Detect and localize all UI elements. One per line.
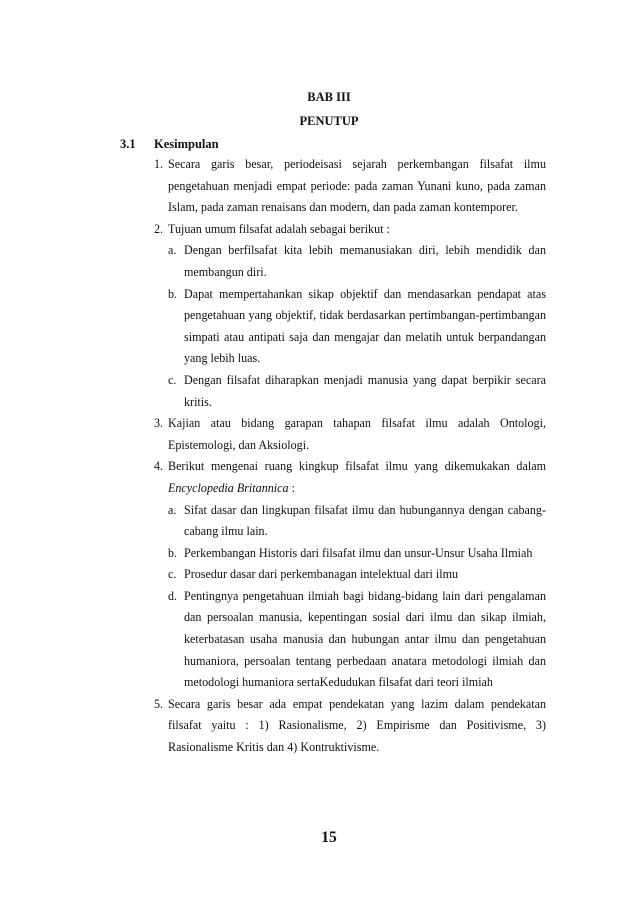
sub-item — [168, 586, 546, 694]
sub-item — [168, 564, 546, 586]
sub-item — [168, 240, 546, 283]
sub-letter: a. — [168, 502, 177, 517]
item-number: 5. — [154, 696, 164, 711]
item-number: 1. — [154, 157, 164, 171]
sub-letter: d. — [168, 588, 178, 603]
chapter-title: PENUTUP — [299, 114, 359, 128]
sub-item — [168, 500, 546, 543]
sub-text: Prosedur dasar dari perkembanagan intelektual dari ilmu — [184, 567, 459, 582]
section-number: 3.1 — [120, 137, 136, 151]
sub-text: Pentingnya pengetahuan ilmiah bagi bidang-bidang lain dari pengalaman dan persoalan manusia, kepentingan sosial dari ilmu dan sikap ilmiah, keterbatasan usaha manusia dan hubungan antar ilmu dan pengetahuan humaniora, persoalan tentang perbedaan anatara metodologi ilmiah dan metodologi humaniora sertaKedudukan filsafat dari teori ilmiah — [184, 588, 546, 690]
item-number: 3. — [154, 416, 164, 431]
item-text: Berikut mengenai ruang kingkup filsafat ilmu yang dikemukakan dalam — [168, 459, 546, 474]
item-text: Secara garis besar, periodeisasi sejarah perkembangan filsafat ilmu pengetahuan menjadi empat periode: pada zaman Yunani kuno, pada zaman Islam, pada zaman renaisans dan modern, dan pada zaman kontemporer. — [168, 157, 546, 215]
sub-item — [168, 284, 546, 370]
sub-letter: c. — [168, 567, 177, 582]
sub-letter: b. — [168, 286, 178, 301]
sub-text: Dapat mempertahankan sikap objektif dan mendasarkan pendapat atas pengetahuan yang objektif, tidak berdasarkan pertimbangan-pertimbangan simpati atau antipati saja dan mengajar dan melatih untuk berpandangan yang lebih luas. — [184, 286, 546, 366]
sub-text: Dengan berfilsafat kita lebih memanusiakan diri, lebih mendidik dan membangun diri. — [184, 243, 546, 279]
item-number: 2. — [154, 221, 164, 236]
chapter-label: BAB III — [307, 90, 351, 104]
sub-item — [168, 543, 546, 565]
list-item — [154, 219, 546, 413]
sub-text: Perkembangan Historis dari filsafat ilmu dan unsur-Unsur Usaha Ilmiah — [184, 545, 533, 560]
list-item — [154, 413, 546, 456]
item-text: Tujuan umum filsafat adalah sebagai berikut : — [168, 221, 390, 236]
sub-item — [168, 370, 546, 413]
sub-letter: b. — [168, 545, 178, 560]
list-item — [154, 456, 546, 694]
list-item — [154, 694, 546, 759]
section-title: Kesimpulan — [154, 137, 219, 151]
item-text-with-reference — [168, 456, 546, 499]
item-text: Kajian atau bidang garapan tahapan filsafat ilmu adalah Ontologi, Epistemologi, dan Aksiologi. — [168, 416, 546, 452]
item-text-suffix: : — [288, 480, 295, 495]
list-item — [154, 154, 546, 219]
encyclopedia-title: Encyclopedia Britannica — [168, 480, 289, 495]
sub-text: Dengan filsafat diharapkan menjadi manusia yang dapat berpikir secara kritis. — [184, 372, 546, 409]
item-number: 4. — [154, 459, 164, 474]
page-number: 15 — [321, 829, 337, 846]
item-text: Secara garis besar ada empat pendekatan yang lazim dalam pendekatan filsafat yaitu : 1) Rasionalisme, 2) Empirisme dan Positivisme, 3) Rasionalisme Kritis dan 4) Kontruktivisme. — [168, 696, 546, 755]
sub-letter: a. — [168, 243, 177, 258]
sub-text: Sifat dasar dan lingkupan filsafat ilmu dan hubungannya dengan cabang-cabang ilmu lain. — [184, 502, 546, 539]
conclusion-list — [154, 154, 546, 759]
sub-letter: c. — [168, 372, 177, 387]
